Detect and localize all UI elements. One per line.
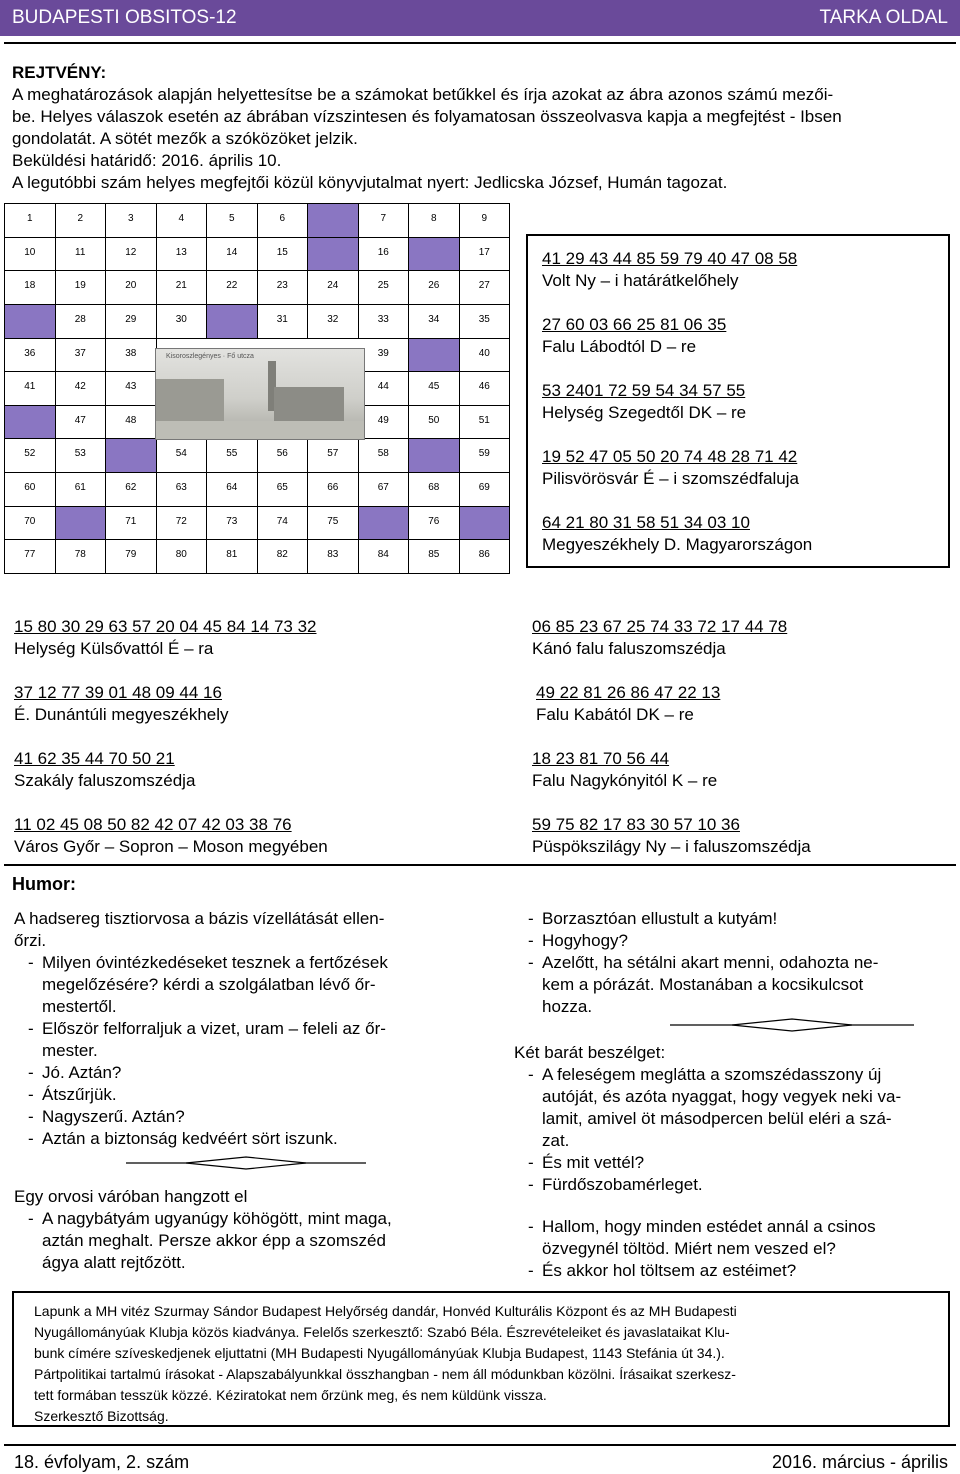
grid-cell: 20	[106, 271, 157, 305]
clue-numbers: 27 60 03 66 25 81 06 35	[542, 315, 727, 334]
dialogue-line	[514, 930, 950, 952]
clue-text: Város Győr – Sopron – Moson megyében	[14, 837, 328, 856]
clue-text: Falu Kabától DK – re	[536, 705, 694, 724]
grid-cell-dark	[359, 507, 410, 541]
grid-cell: 60	[5, 473, 56, 507]
joke-4	[514, 1216, 950, 1282]
joke-intro: Egy orvosi váróban hangzott el	[14, 1187, 248, 1206]
puzzle-intro	[12, 62, 947, 194]
grid-cell: 40	[460, 339, 511, 373]
dialogue-line	[14, 1106, 432, 1128]
clue	[14, 616, 317, 660]
header-left: BUDAPESTI OBSITOS-12	[12, 7, 237, 28]
grid-cell: 36	[5, 339, 56, 373]
grid-cell: 83	[308, 540, 359, 574]
clue-text: Helység Külsővattól É – ra	[14, 639, 214, 658]
info-line: Pártpolitikai tartalmú írásokat - Alapszabályunkkal összhangban - nem áll módunkban közölni. Írásaikat szerkesz-	[34, 1366, 736, 1382]
intro-line: be. Helyes válaszok esetén az ábrában vízszintesen és folyamatosan összeolvasva kapja a megfejtést - Ibsen	[12, 107, 842, 126]
grid-cell: 81	[207, 540, 258, 574]
grid-cell: 37	[56, 339, 107, 373]
grid-cell: 43	[106, 372, 157, 406]
grid-cell-dark	[207, 305, 258, 339]
grid-cell: 8	[409, 204, 460, 238]
clue-numbers: 64 21 80 31 58 51 34 03 10	[542, 513, 750, 532]
grid-cell: 22	[207, 271, 258, 305]
grid-cell: 12	[106, 238, 157, 272]
clue-numbers: 59 75 82 17 83 30 57 10 36	[532, 815, 740, 834]
clue	[532, 616, 787, 660]
grid-cell: 23	[258, 271, 309, 305]
clue-text: Volt Ny – i határátkelőhely	[542, 271, 739, 290]
grid-cell: 78	[56, 540, 107, 574]
clue	[542, 446, 799, 490]
line-text: kem a pórázát. Mostanában a kocsikulcsot	[542, 975, 864, 994]
clue-numbers: 41 29 43 44 85 59 79 40 47 08 58	[542, 249, 798, 268]
dialogue-line	[514, 1260, 950, 1282]
footer-date: 2016. március - április	[771, 1452, 948, 1472]
clue	[542, 512, 812, 556]
grid-cell: 54	[157, 439, 208, 473]
grid-cell: 13	[157, 238, 208, 272]
line-text: ágya alatt rejtőzött.	[42, 1253, 186, 1272]
grid-cell: 61	[56, 473, 107, 507]
grid-cell: 56	[258, 439, 309, 473]
clue-text: Püspökszilágy Ny – i faluszomszédja	[532, 837, 811, 856]
dialogue-line	[14, 1084, 432, 1106]
grid-cell: 14	[207, 238, 258, 272]
grid-cell: 71	[106, 507, 157, 541]
grid-cell: 6	[258, 204, 309, 238]
grid-cell: 63	[157, 473, 208, 507]
grid-cell: 64	[207, 473, 258, 507]
clue-text: Megyeszékhely D. Magyarországon	[542, 535, 813, 554]
line-text: - Fürdőszobamérleget.	[542, 1175, 703, 1194]
clue-numbers: 15 80 30 29 63 57 20 04 45 84 14 73 32	[14, 617, 317, 636]
grid-cell-dark	[460, 507, 511, 541]
dialogue-line	[514, 1064, 950, 1152]
grid-cell: 70	[5, 507, 56, 541]
dialogue-line	[14, 1062, 432, 1084]
grid-cell: 4	[157, 204, 208, 238]
grid-cell: 45	[409, 372, 460, 406]
line-text: - Milyen óvintézkedéseket tesznek a fertőzések	[42, 953, 388, 972]
grid-cell: 62	[106, 473, 157, 507]
grid-cell: 65	[258, 473, 309, 507]
grid-cell: 47	[56, 406, 107, 440]
divider	[4, 864, 956, 866]
puzzle-title: REJTVÉNY:	[12, 63, 107, 82]
page-header	[0, 0, 960, 36]
grid-cell: 19	[56, 271, 107, 305]
intro-line: gondolatát. A sötét mezők a szóközöket jelzik.	[12, 129, 358, 148]
postcard-photo	[155, 348, 365, 440]
grid-cell: 69	[460, 473, 511, 507]
grid-cell: 74	[258, 507, 309, 541]
grid-cell: 50	[409, 406, 460, 440]
info-line: Lapunk a MH vitéz Szurmay Sándor Budapest Helyőrség dandár, Honvéd Kulturális Központ és az MH Budapesti	[34, 1303, 737, 1319]
clue-numbers: 37 12 77 39 01 48 09 44 16	[14, 683, 222, 702]
intro-line: Beküldési határidő: 2016. április 10.	[12, 151, 282, 170]
grid-cell: 39	[359, 339, 410, 373]
grid-cell: 10	[5, 238, 56, 272]
clue-text: Falu Nagykónyitól K – re	[532, 771, 718, 790]
line-text: aztán meghalt. Persze akkor épp a szomszéd	[42, 1231, 386, 1250]
line-text: - Azelőtt, ha sétálni akart menni, odahozta ne-	[542, 953, 879, 972]
publisher-info-box	[12, 1291, 950, 1427]
dialogue-line	[514, 908, 950, 930]
grid-cell: 66	[308, 473, 359, 507]
clue-numbers: 06 85 23 67 25 74 33 72 17 44 78	[532, 617, 788, 636]
grid-cell-dark	[106, 439, 157, 473]
line-text: zat.	[542, 1131, 570, 1150]
clue-box	[526, 234, 950, 568]
clue-text: Helység Szegedtől DK – re	[542, 403, 747, 422]
line-text: - Borzasztóan ellustult a kutyám!	[542, 909, 778, 928]
clue	[14, 682, 229, 726]
grid-cell: 5	[207, 204, 258, 238]
joke-column-right	[514, 908, 950, 1018]
grid-cell: 35	[460, 305, 511, 339]
grid-cell: 42	[56, 372, 107, 406]
joke-3	[514, 1042, 950, 1196]
grid-cell: 57	[308, 439, 359, 473]
joke-intro: A hadsereg tisztiorvosa a bázis vízellátását ellen-	[14, 909, 385, 928]
line-text: - Átszűrjük.	[42, 1085, 117, 1104]
dialogue-line	[14, 1128, 432, 1150]
clue-text: Falu Lábodtól D – re	[542, 337, 697, 356]
line-text: - A nagybátyám ugyanúgy köhögött, mint maga,	[42, 1209, 392, 1228]
grid-cell: 16	[359, 238, 410, 272]
grid-cell: 85	[409, 540, 460, 574]
grid-cell: 9	[460, 204, 511, 238]
clue	[532, 814, 811, 858]
clue-numbers: 19 52 47 05 50 20 74 48 28 71 42	[542, 447, 798, 466]
clue-numbers: 49 22 81 26 86 47 22 13	[536, 683, 721, 702]
grid-cell-dark	[5, 305, 56, 339]
line-text: - Nagyszerű. Aztán?	[42, 1107, 185, 1126]
grid-cell: 21	[157, 271, 208, 305]
photo-building	[156, 379, 224, 425]
photo-road	[156, 421, 364, 439]
dialogue-line	[514, 952, 950, 1018]
grid-cell-dark	[409, 439, 460, 473]
dialogue-line	[514, 1174, 950, 1196]
joke-intro: őrzi.	[14, 931, 47, 950]
grid-cell: 48	[106, 406, 157, 440]
grid-cell-dark	[409, 339, 460, 373]
line-text: - Hogyhogy?	[542, 931, 629, 950]
grid-cell: 26	[409, 271, 460, 305]
line-text: autóját, és azóta nyaggat, hogy vegyek neki va-	[542, 1087, 902, 1106]
footer-issue: 18. évfolyam, 2. szám	[14, 1452, 190, 1472]
dialogue-line	[14, 1208, 432, 1274]
grid-cell: 15	[258, 238, 309, 272]
clue-text: É. Dunántúli megyeszékhely	[14, 705, 229, 724]
grid-cell: 17	[460, 238, 511, 272]
grid-cell: 77	[5, 540, 56, 574]
grid-cell-dark	[409, 238, 460, 272]
grid-cell: 82	[258, 540, 309, 574]
info-line: Nyugállományúak Klubja közös kiadványa. Felelős szerkesztő: Szabó Béla. Észrevételeiket és javaslataikat Klu-	[34, 1324, 730, 1340]
line-text: - A feleségem meglátta a szomszédasszony új	[542, 1065, 882, 1084]
photo-caption: Kisoroszlegényes · Fő utcza	[166, 353, 254, 360]
divider	[4, 1444, 956, 1446]
ornament-divider	[126, 1154, 366, 1172]
clue-numbers: 53 2401 72 59 54 34 57 55	[542, 381, 746, 400]
line-text: megelőzésére? kérdi a szolgálatban lévő őr-	[42, 975, 376, 994]
info-line: Szerkesztő Bizottság.	[34, 1408, 169, 1424]
grid-cell: 46	[460, 372, 511, 406]
line-text: lamit, amivel öt másodpercen belül eléri a szá-	[542, 1109, 892, 1128]
grid-cell: 18	[5, 271, 56, 305]
dialogue-line	[14, 1018, 432, 1062]
grid-cell: 32	[308, 305, 359, 339]
joke-2	[14, 1186, 432, 1274]
clue	[14, 814, 328, 858]
grid-cell: 73	[207, 507, 258, 541]
info-line: tett formában tesszük közzé. Kéziratokat nem őrzünk meg, és nem küldünk vissza.	[34, 1387, 547, 1403]
grid-cell: 84	[359, 540, 410, 574]
dialogue-line	[14, 952, 432, 1018]
dialogue-line	[514, 1152, 950, 1174]
clue-numbers: 41 62 35 44 70 50 21	[14, 749, 175, 768]
clue-text: Szakály faluszomszédja	[14, 771, 196, 790]
info-line: bunk címére szíveskedjenek eljuttatni (MH Budapesti Nyugállományúak Klubja Budapest, 1143 Stefánia út 34.).	[34, 1345, 725, 1361]
grid-cell-dark	[56, 507, 107, 541]
grid-cell: 76	[409, 507, 460, 541]
line-text: hozza.	[542, 997, 593, 1016]
line-text: - És akkor hol töltsem az estéimet?	[542, 1261, 797, 1280]
line-text: özvegynél töltöd. Miért nem veszed el?	[542, 1239, 836, 1258]
grid-cell: 11	[56, 238, 107, 272]
clue	[536, 682, 720, 726]
ornament-divider	[670, 1016, 914, 1034]
intro-line: A meghatározások alapján helyettesítse be a számokat betűkkel és írja azokat az ábra azonos számú mezői-	[12, 85, 834, 104]
grid-cell: 28	[56, 305, 107, 339]
header-right: TARKA OLDAL	[819, 7, 948, 28]
grid-cell: 34	[409, 305, 460, 339]
grid-cell: 31	[258, 305, 309, 339]
grid-cell: 3	[106, 204, 157, 238]
grid-cell: 79	[106, 540, 157, 574]
line-text: mestertől.	[42, 997, 117, 1016]
grid-cell: 33	[359, 305, 410, 339]
grid-cell: 1	[5, 204, 56, 238]
grid-cell: 75	[308, 507, 359, 541]
grid-cell: 68	[409, 473, 460, 507]
grid-cell: 30	[157, 305, 208, 339]
grid-cell: 52	[5, 439, 56, 473]
clue-numbers: 18 23 81 70 56 44	[532, 749, 670, 768]
clue	[542, 248, 797, 292]
clue	[542, 380, 746, 424]
clue-text: Kánó falu faluszomszédja	[532, 639, 726, 658]
joke-intro: Két barát beszélget:	[514, 1043, 666, 1062]
grid-cell: 2	[56, 204, 107, 238]
grid-cell: 51	[460, 406, 511, 440]
clue	[14, 748, 195, 792]
clue	[532, 748, 717, 792]
grid-cell-dark	[5, 406, 56, 440]
grid-cell: 86	[460, 540, 511, 574]
grid-cell: 53	[56, 439, 107, 473]
grid-cell: 49	[359, 406, 410, 440]
grid-cell-dark	[308, 204, 359, 238]
grid-cell: 58	[359, 439, 410, 473]
clue-text: Pilisvörösvár É – i szomszédfaluja	[542, 469, 799, 488]
grid-cell: 27	[460, 271, 511, 305]
clue	[542, 314, 726, 358]
grid-cell: 72	[157, 507, 208, 541]
line-text: - Aztán a biztonság kedvéért sört iszunk.	[42, 1129, 338, 1148]
grid-cell: 41	[5, 372, 56, 406]
line-text: - Először felforraljuk a vizet, uram – feleli az őr-	[42, 1019, 386, 1038]
divider	[4, 42, 956, 44]
grid-cell-dark	[308, 238, 359, 272]
crossword-grid	[4, 203, 510, 574]
intro-line: A legutóbbi szám helyes megfejtői közül könyvjutalmat nyert: Jedlicska József, Humán tagozat.	[12, 173, 728, 192]
grid-cell: 7	[359, 204, 410, 238]
dialogue-line	[514, 1216, 950, 1260]
grid-cell: 55	[207, 439, 258, 473]
grid-cell: 24	[308, 271, 359, 305]
line-text: - Jó. Aztán?	[42, 1063, 122, 1082]
grid-cell: 25	[359, 271, 410, 305]
clue-numbers: 11 02 45 08 50 82 42 07 42 03 38 76	[14, 815, 292, 834]
humor-title: Humor:	[12, 874, 76, 894]
line-text: mester.	[42, 1041, 98, 1060]
line-text: - Hallom, hogy minden estédet annál a csinos	[542, 1217, 876, 1236]
grid-cell: 29	[106, 305, 157, 339]
grid-cell: 80	[157, 540, 208, 574]
line-text: - És mit vettél?	[542, 1153, 645, 1172]
grid-cell: 44	[359, 372, 410, 406]
grid-cell: 67	[359, 473, 410, 507]
grid-cell: 38	[106, 339, 157, 373]
joke-column-left	[14, 908, 432, 1150]
grid-cell: 59	[460, 439, 511, 473]
